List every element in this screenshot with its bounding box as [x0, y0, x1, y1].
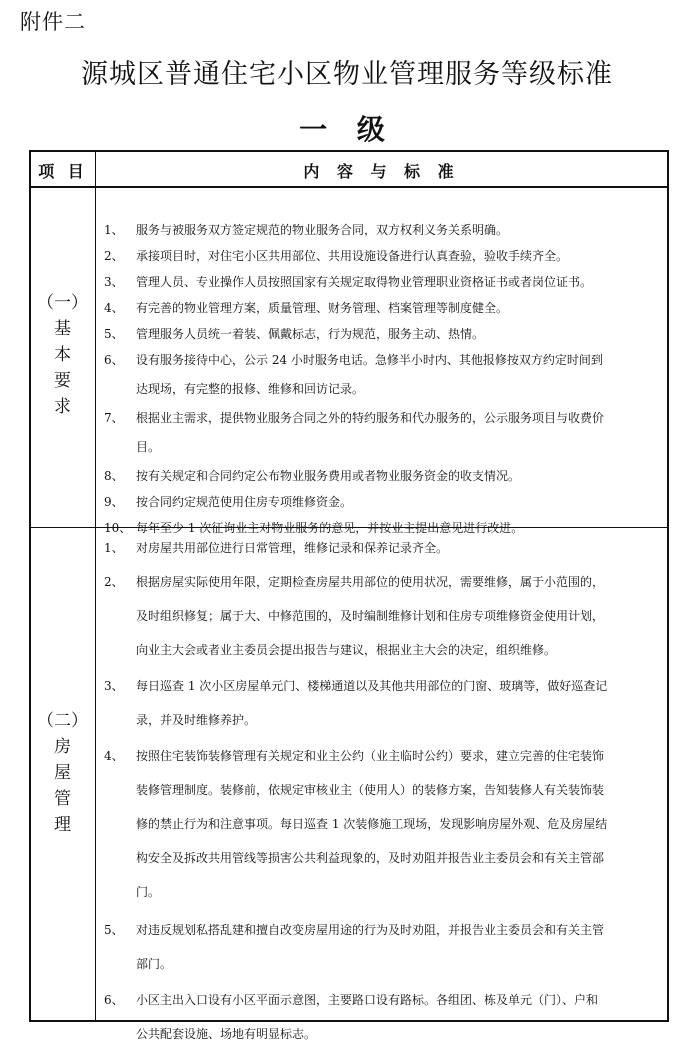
item-line: 部门。: [136, 957, 173, 971]
header-item-label: 项 目: [38, 162, 88, 181]
item-line: 每日巡查 1 次小区房屋单元门、楼梯通道以及其他共用部位的门窗、玻璃等，做好巡查记: [136, 679, 608, 693]
header-cell-content: [96, 152, 667, 186]
item-line: 公共配套设施、场地有明显标志。: [136, 1027, 317, 1041]
item-line: 对房屋共用部位进行日常管理，维修记录和保养记录齐全。: [136, 541, 449, 555]
item-number: 9、: [104, 495, 124, 509]
section-basic-requirements: [31, 188, 667, 528]
item-text: [136, 565, 659, 667]
header-cell-item: [31, 152, 96, 186]
item-text: [136, 268, 659, 297]
category-label: [31, 290, 94, 420]
item-text: [136, 488, 659, 517]
content-cell: [96, 528, 667, 1041]
item-number: 6、: [104, 993, 124, 1007]
category-line: 求: [54, 397, 71, 417]
item-number: 4、: [104, 749, 124, 763]
category-line: （二）: [37, 711, 88, 731]
item-line: 服务与被服务双方签定规范的物业服务合同，双方权利义务关系明确。: [136, 223, 509, 237]
item-line: 及时组织修复；属于大、中修范围的，及时编制维修计划和住房专项维修资金使用计划，: [136, 609, 605, 623]
category-line: 屋: [54, 763, 71, 783]
attachment-label: 附件二: [20, 10, 86, 34]
item-line: 每年至少 1 次征询业主对物业服务的意见，并按业主提出意见进行改进。: [136, 521, 524, 535]
level-heading: 一 级: [299, 113, 395, 146]
item-number: 3、: [104, 679, 124, 693]
item-number: 8、: [104, 469, 124, 483]
item-text: [136, 404, 659, 462]
item-number: 2、: [104, 249, 124, 263]
item-number: 5、: [104, 327, 124, 341]
item-text: [136, 294, 659, 323]
item-line: 有完善的物业管理方案，质量管理、财务管理、档案管理等制度健全。: [136, 301, 509, 315]
item-text: [136, 242, 659, 271]
category-line: （一）: [37, 293, 88, 313]
item-number: 5、: [104, 923, 124, 937]
item-text: [136, 531, 659, 565]
item-line: 目。: [136, 440, 161, 454]
item-text: [136, 983, 659, 1051]
item-line: 构安全及拆改共用管线等损害公共利益现象的，及时劝阻并报告业主委员会和有关主管部: [136, 851, 605, 865]
category-line: 基: [54, 319, 71, 339]
item-number: 3、: [104, 275, 124, 289]
document-title: 源城区普通住宅小区物业管理服务等级标准: [81, 59, 613, 90]
item-text: [136, 913, 659, 981]
category-line: 房: [54, 737, 71, 757]
content-cell: [96, 188, 667, 527]
item-line: 承接项目时，对住宅小区共用部位、共用设施设备进行认真查验，验收手续齐全。: [136, 249, 569, 263]
item-text: [136, 346, 659, 404]
item-number: 1、: [104, 541, 124, 555]
item-line: 设有服务接待中心，公示 24 小时服务电话。急修半小时内、其他报修按双方约定时间到: [136, 353, 603, 367]
item-number: 10、: [104, 521, 132, 535]
item-text: [136, 739, 659, 909]
category-line: 管: [54, 789, 71, 809]
item-line: 按合同约定规范使用住房专项维修资金。: [136, 495, 353, 509]
item-number: 1、: [104, 223, 124, 237]
item-text: [136, 320, 659, 349]
item-number: 6、: [104, 353, 124, 367]
item-line: 向业主大会或者业主委员会提出报告与建议，根据业主大会的决定，组织维修。: [136, 643, 557, 657]
standards-table: [29, 150, 669, 1041]
category-label: [31, 708, 94, 838]
category-line: 理: [54, 815, 71, 835]
item-line: 管理服务人员统一着装、佩戴标志，行为规范，服务主动、热情。: [136, 327, 485, 341]
item-number: 2、: [104, 575, 124, 589]
table-header-row: [31, 152, 667, 188]
section-housing-management: [31, 528, 667, 1041]
item-line: 达现场，有完整的报修、维修和回访记录。: [136, 382, 365, 396]
category-cell: [31, 528, 96, 1020]
item-line: 按有关规定和合同约定公布物业服务费用或者物业服务资金的收支情况。: [136, 469, 521, 483]
item-line: 小区主出入口设有小区平面示意图，主要路口设有路标。各组团、栋及单元（门）、户和: [136, 993, 599, 1007]
item-line: 装修管理制度。装修前，依规定审核业主（使用人）的装修方案，告知装修人有关装饰装: [136, 783, 605, 797]
item-line: 对违反规划私搭乱建和擅自改变房屋用途的行为及时劝阻，并报告业主委员会和有关主管: [136, 923, 605, 937]
item-line: 根据业主需求，提供物业服务合同之外的特约服务和代办服务的，公示服务项目与收费价: [136, 411, 605, 425]
category-cell: [31, 188, 96, 527]
item-line: 门。: [136, 885, 161, 899]
item-number: 4、: [104, 301, 124, 315]
item-text: [136, 216, 659, 245]
item-line: 修的禁止行为和注意事项。每日巡查 1 次装修施工现场，发现影响房屋外观、危及房屋结: [136, 817, 608, 831]
category-line: 要: [54, 371, 71, 391]
item-number: 7、: [104, 411, 124, 425]
item-line: 管理人员、专业操作人员按照国家有关规定取得物业管理职业资格证书或者岗位证书。: [136, 275, 593, 289]
item-line: 录，并及时维修养护。: [136, 713, 257, 727]
item-text: [136, 462, 659, 491]
item-line: 按照住宅装饰装修管理有关规定和业主公约（业主临时公约）要求，建立完善的住宅装饰: [136, 749, 605, 763]
header-content-label: 内 容 与 标 准: [303, 162, 460, 181]
category-line: 本: [54, 345, 71, 365]
item-text: [136, 669, 659, 737]
item-line: 根据房屋实际使用年限，定期检查房屋共用部位的使用状况，需要维修，属于小范围的，: [136, 575, 605, 589]
